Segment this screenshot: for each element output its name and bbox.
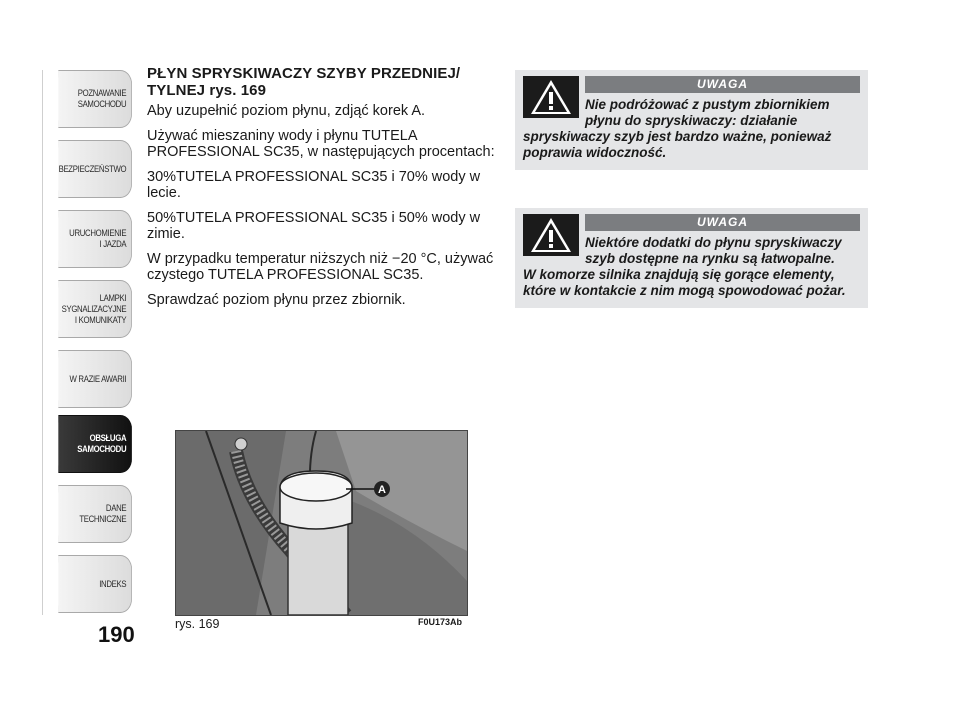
tab-label: INDEKS: [99, 578, 127, 590]
paragraph: W przypadku temperatur niższych niż −20 °C, używać czystego TUTELA PROFESSIONAL SC35.: [147, 250, 494, 283]
tab-label: POZNAWANIE SAMOCHODU: [77, 88, 127, 110]
main-content: [147, 65, 499, 316]
tab-dane-techniczne[interactable]: [58, 485, 132, 543]
tab-label: LAMPKI SYGNALIZACYJNE I KOMUNIKATY: [61, 292, 127, 326]
nav-divider: [42, 70, 43, 615]
warning-triangle-icon: [523, 214, 579, 256]
tab-label: DANE TECHNICZNE: [79, 503, 127, 525]
callout-label: A: [378, 484, 386, 496]
paragraph: Sprawdzać poziom płynu przez zbiornik.: [147, 291, 406, 308]
tab-label: W RAZIE AWARII: [69, 373, 127, 385]
tab-indeks[interactable]: [58, 555, 132, 613]
warning-title: UWAGA: [585, 214, 860, 231]
paragraph: 50%TUTELA PROFESSIONAL SC35 i 50% wody w zimie.: [147, 209, 481, 242]
tab-label: OBSŁUGA SAMOCHODU: [77, 433, 127, 455]
tab-label: URUCHOMIENIE I JAZDA: [69, 228, 127, 250]
tab-uruchomienie-i-jazda[interactable]: [58, 210, 132, 268]
figure-code: F0U173Ab: [418, 617, 463, 627]
warning-box-1: [515, 70, 868, 170]
warning-text-first: Nie podróżować z pustym zbiornikiem płynu do spryskiwaczy: działanie: [585, 97, 830, 128]
warning-title: UWAGA: [585, 76, 860, 93]
tab-w-razie-awarii[interactable]: [58, 350, 132, 408]
paragraph: Aby uzupełnić poziom płynu, zdjąć korek A.: [147, 103, 426, 119]
warning-box-2: [515, 208, 868, 308]
figure-caption: rys. 169: [175, 617, 220, 631]
warning-text-first: Niektóre dodatki do płynu spryskiwaczy szyb dostępne na rynku są łatwopalne.: [585, 235, 842, 266]
tab-lampki-sygnalizacyjne[interactable]: [58, 280, 132, 338]
tab-obsluga-samochodu[interactable]: [58, 415, 132, 473]
warning-triangle-icon: [523, 76, 579, 118]
page-number: 190: [98, 622, 135, 647]
tab-label: BEZPIECZEŃSTWO: [58, 163, 127, 175]
washer-reservoir-illustration: [175, 430, 468, 616]
tab-bezpieczenstwo[interactable]: [58, 140, 132, 198]
warning-text-rest: spryskiwaczy szyb jest bardzo ważne, ponieważ poprawia widoczność.: [523, 129, 832, 160]
paragraph: Używać mieszaniny wody i płynu TUTELA PROFESSIONAL SC35, w następujących procentach:: [147, 127, 495, 160]
tab-poznawanie-samochodu[interactable]: [58, 70, 132, 128]
section-heading: PŁYN SPRYSKIWACZY SZYBY PRZEDNIEJ/ TYLNEJ rys. 169: [147, 65, 461, 99]
paragraph: 30%TUTELA PROFESSIONAL SC35 i 70% wody w lecie.: [147, 168, 481, 201]
warning-text-rest: W komorze silnika znajdują się gorące elementy, które w kontakcie z nim mogą spowodować pożar.: [523, 267, 846, 298]
